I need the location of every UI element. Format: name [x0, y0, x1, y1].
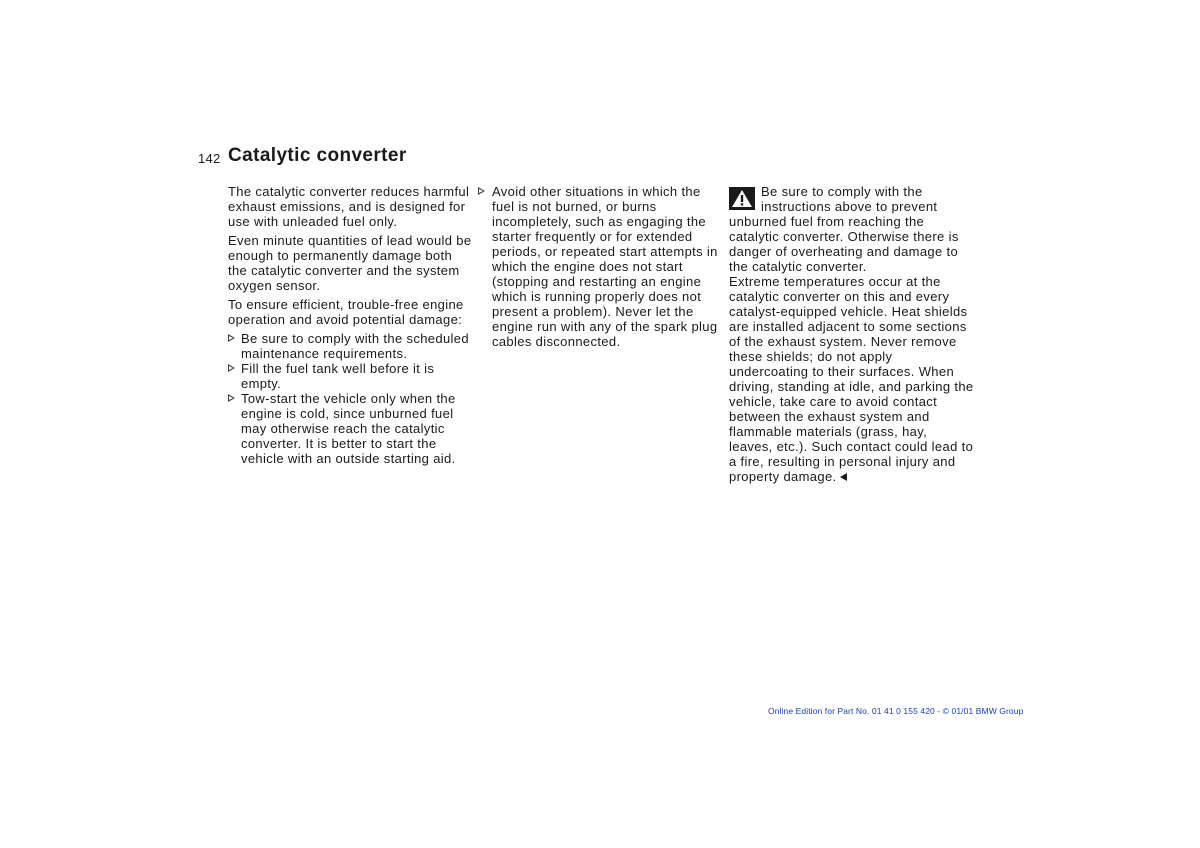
list-item-text: Tow-start the vehicle only when the engine is cold, since unburned fuel may otherwise reach the catalytic converter. It is better to start the vehicle with an outside starting aid.	[241, 391, 456, 466]
list-item-text: Be sure to comply with the scheduled maintenance requirements.	[241, 331, 469, 361]
page-title: Catalytic converter	[228, 145, 407, 166]
end-of-section-icon	[840, 473, 847, 481]
lead-warning-paragraph: Even minute quantities of lead would be enough to permanently damage both the catalytic converter and the system oxygen sensor.	[228, 233, 472, 293]
intro-paragraph: The catalytic converter reduces harmful exhaust emissions, and is designed for use with unleaded fuel only.	[228, 184, 470, 229]
list-item	[228, 361, 473, 391]
column-middle	[478, 184, 723, 349]
footer-edition-note: Online Edition for Part No. 01 41 0 155 420 - © 01/01 BMW Group	[768, 706, 1024, 716]
situations-list	[478, 184, 723, 349]
bullet-arrow-icon	[478, 187, 485, 195]
column-right	[729, 184, 974, 484]
list-item	[478, 184, 723, 349]
warning-block	[729, 184, 974, 484]
bullet-arrow-icon	[228, 334, 235, 342]
page-number: 142	[198, 151, 221, 166]
warning-text-heat: Extreme temperatures occur at the catalytic converter on this and every catalyst-equipped vehicle. Heat shields are installed adjacent to some sections of the exhaust system. Never remove these shields; do not apply undercoating to their surfaces. When driving, standing at idle, and parking the vehicle, take care to avoid contact between the exhaust system and flammable materials (grass, hay, leaves, etc.). Such contact could lead to a fire, resulting in personal injury and property damage.	[729, 274, 974, 484]
list-item-text: Avoid other situations in which the fuel is not burned, or burns incompletely, such as engaging the starter frequently or for extended periods, or repeated start attempts in which the engine does not start (stopping and restarting an engine which is running properly does not present a problem). Never let the engine run with any of the spark plug cables disconnected.	[492, 184, 718, 349]
bullet-arrow-icon	[228, 364, 235, 372]
list-item-text: Fill the fuel tank well before it is empty.	[241, 361, 435, 391]
column-left	[228, 184, 473, 466]
list-item	[228, 391, 473, 466]
warning-triangle-icon	[729, 187, 755, 210]
bullet-arrow-icon	[228, 394, 235, 402]
list-item	[228, 331, 473, 361]
warning-text: Be sure to comply with the instructions above to prevent unburned fuel from reaching the catalytic converter. Otherwise there is danger of overheating and damage to the catalytic converter.	[729, 184, 959, 274]
damage-avoidance-list	[228, 331, 473, 466]
damage-avoidance-paragraph: To ensure efficient, trouble-free engine operation and avoid potential damage:	[228, 297, 464, 327]
